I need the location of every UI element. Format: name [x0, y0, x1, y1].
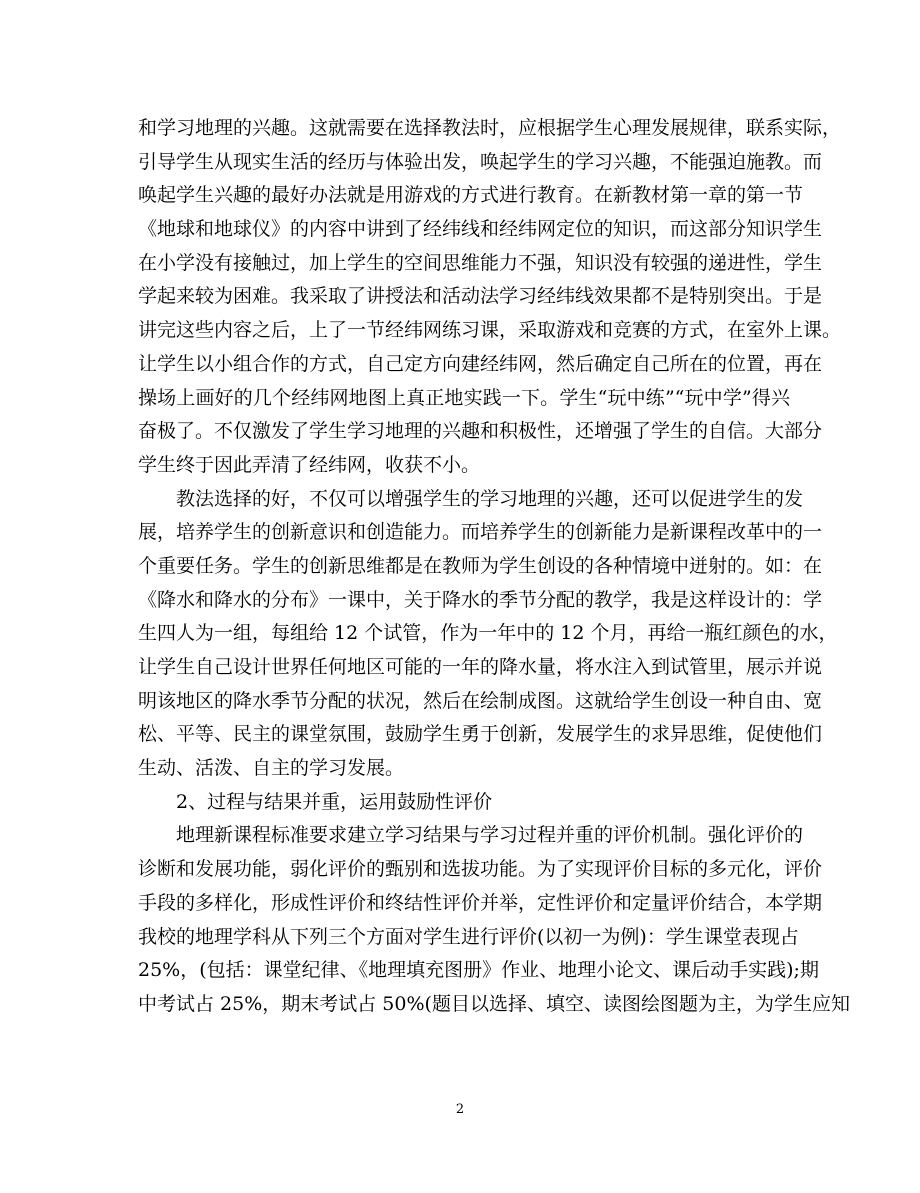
paragraph-1 — [138, 112, 842, 483]
text-line: 我校的地理学科从下列三个方面对学生进行评价(以初一为例)：学生课堂表现占 — [138, 925, 799, 948]
text-line: 操场上画好的几个经纬网地图上真正地实践一下。学生“玩中练”“玩中学”得兴 — [138, 386, 790, 409]
text-line: 生动、活泼、自主的学习发展。 — [138, 757, 405, 780]
section-heading-text: 2、过程与结果并重，运用鼓励性评价 — [176, 790, 493, 813]
text-line: 学生终于因此弄清了经纬网，收获不小。 — [138, 453, 481, 476]
text-line: 生四人为一组，每组给 12 个试管，作为一年中的 12 个月，再给一瓶红颜色的水， — [138, 622, 838, 645]
text-line: 在小学没有接触过，加上学生的空间思维能力不强，知识没有较强的递进性，学生 — [138, 251, 823, 274]
text-line: 诊断和发展功能，弱化评价的甄别和选拔功能。为了实现评价目标的多元化，评价 — [138, 858, 823, 881]
text-line: 讲完这些内容之后，上了一节经纬网练习课，采取游戏和竞赛的方式，在室外上课。 — [138, 319, 842, 342]
text-line: 手段的多样化，形成性评价和终结性评价并举，定性评价和定量评价结合，本学期 — [138, 891, 823, 914]
text-line: 唤起学生兴趣的最好办法就是用游戏的方式进行教育。在新教材第一章的第一节 — [138, 184, 804, 207]
text-line: 奋极了。不仅激发了学生学习地理的兴趣和积极性，还增强了学生的自信。大部分 — [138, 420, 823, 443]
text-line: 25%，(包括：课堂纪律、《地理填充图册》作业、地理小论文、课后动手实践);期 — [138, 959, 819, 982]
paragraph-3 — [138, 819, 850, 1021]
text-line: 中考试占 25%，期末考试占 50%(题目以选择、填空、读图绘图题为主，为学生应知 — [138, 992, 850, 1015]
text-line: 让学生自己设计世界任何地区可能的一年的降水量，将水注入到试管里，展示并说 — [138, 656, 823, 678]
text-line: 引导学生从现实生活的经历与体验出发，唤起学生的学习兴趣，不能强迫施教。而 — [138, 150, 823, 173]
text-line: 个重要任务。学生的创新思维都是在教师为学生创设的各种情境中迸射的。如：在 — [138, 554, 823, 577]
text-line: 地理新课程标准要求建立学习结果与学习过程并重的评价机制。强化评价的 — [176, 824, 804, 847]
text-line: 让学生以小组合作的方式，自己定方向建经纬网，然后确定自己所在的位置，再在 — [138, 352, 823, 375]
text-line: 松、平等、民主的课堂氛围，鼓励学生勇于创新，发展学生的求异思维，促使他们 — [138, 723, 823, 746]
section-heading — [138, 786, 790, 820]
document-body — [138, 112, 850, 1022]
text-line: 展，培养学生的创新意识和创造能力。而培养学生的创新能力是新课程改革中的一 — [138, 521, 823, 544]
text-line: 学起来较为困难。我采取了讲授法和活动法学习经纬线效果都不是特别突出。于是 — [138, 285, 823, 308]
page-number: 2 — [455, 1102, 465, 1117]
text-line: 《地球和地球仪》的内容中讲到了经纬线和经纬网定位的知识，而这部分知识学生 — [138, 218, 823, 241]
text-line: 和学习地理的兴趣。这就需要在选择教法时，应根据学生心理发展规律，联系实际， — [138, 117, 842, 139]
text-line: 明该地区的降水季节分配的状况，然后在绘制成图。这就给学生创设一种自由、宽 — [138, 689, 823, 712]
text-line: 《降水和降水的分布》一课中，关于降水的季节分配的教学，我是这样设计的：学 — [138, 588, 823, 611]
text-line: 教法选择的好，不仅可以增强学生的学习地理的兴趣，还可以促进学生的发 — [176, 487, 804, 510]
paragraph-2 — [138, 483, 838, 786]
